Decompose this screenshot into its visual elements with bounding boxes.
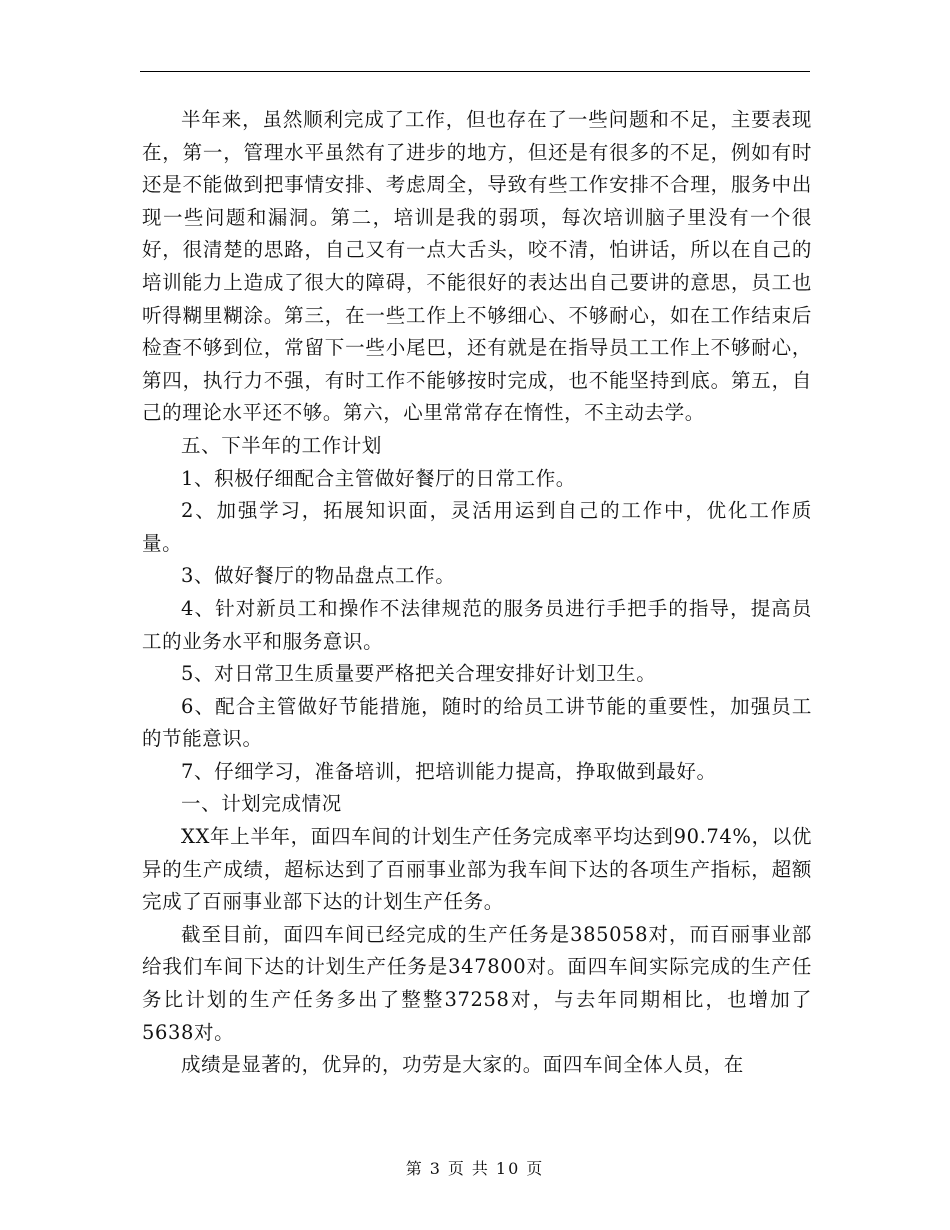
paragraph: 截至目前，面四车间已经完成的生产任务是385058对，而百丽事业部给我们车间下达的计划生产任务是347800对。面四车间实际完成的生产任务比计划的生产任务多出了整整37258对，与去年同期相比，也增加了5638对。 [142, 922, 812, 1044]
section-heading: 一、计划完成情况 [181, 792, 342, 816]
page-number: 3 [429, 1159, 442, 1178]
paragraph: 成绩是显著的，优异的，功劳是大家的。面四车间全体人员，在 [181, 1053, 744, 1077]
list-item: 5、对日常卫生质量要严格把关合理安排好计划卫生。 [181, 662, 657, 686]
list-item: 3、做好餐厅的物品盘点工作。 [181, 564, 456, 588]
list-item: 6、配合主管做好节能措施，随时的给员工讲节能的重要性，加强员工的节能意识。 [142, 694, 812, 751]
list-item: 2、加强学习，拓展知识面，灵活用运到自己的工作中，优化工作质量。 [142, 499, 812, 555]
list-item: 1、积极仔细配合主管做好餐厅的日常工作。 [181, 466, 576, 490]
page-unit: 页 [447, 1159, 466, 1178]
document-body [142, 104, 812, 1082]
total-pages: 10 [495, 1159, 521, 1178]
list-item: 7、仔细学习，准备培训，把培训能力提高，挣取做到最好。 [181, 759, 717, 783]
header-rule [140, 71, 810, 72]
list-item: 4、针对新员工和操作不法律规范的服务员进行手把手的指导，提高员工的业务水平和服务意识。 [142, 596, 812, 653]
paragraph: XX年上半年，面四车间的计划生产任务完成率平均达到90.74%，以优异的生产成绩，超标达到了百丽事业部为我车间下达的各项生产指标，超额完成了百丽事业部下达的计划生产任务。 [142, 825, 812, 914]
section-heading: 五、下半年的工作计划 [181, 433, 383, 457]
total-unit: 页 [526, 1159, 545, 1178]
total-label: 共 [471, 1159, 490, 1178]
page-footer [0, 1156, 950, 1179]
page-label: 第 [405, 1159, 424, 1178]
paragraph: 半年来，虽然顺利完成了工作，但也存在了一些问题和不足，主要表现在，第一，管理水平虽然有了进步的地方，但还是有很多的不足，例如有时还是不能做到把事情安排、考虑周全，导致有些工作安排不合理，服务中出现一些问题和漏洞。第二，培训是我的弱项，每次培训脑子里没有一个很好，很清楚的思路，自己又有一点大舌头，咬不清，怕讲话，所以在自己的培训能力上造成了很大的障碍，不能很好的表达出自己要讲的意思，员工也听得糊里糊涂。第三，在一些工作上不够细心、不够耐心，如在工作结束后检查不够到位，常留下一些小尾巴，还有就是在指导员工工作上不够耐心，第四，执行力不强，有时工作不能够按时完成，也不能坚持到底。第五，自己的理论水平还不够。第六，心里常常存在惰性，不主动去学。 [142, 108, 812, 425]
